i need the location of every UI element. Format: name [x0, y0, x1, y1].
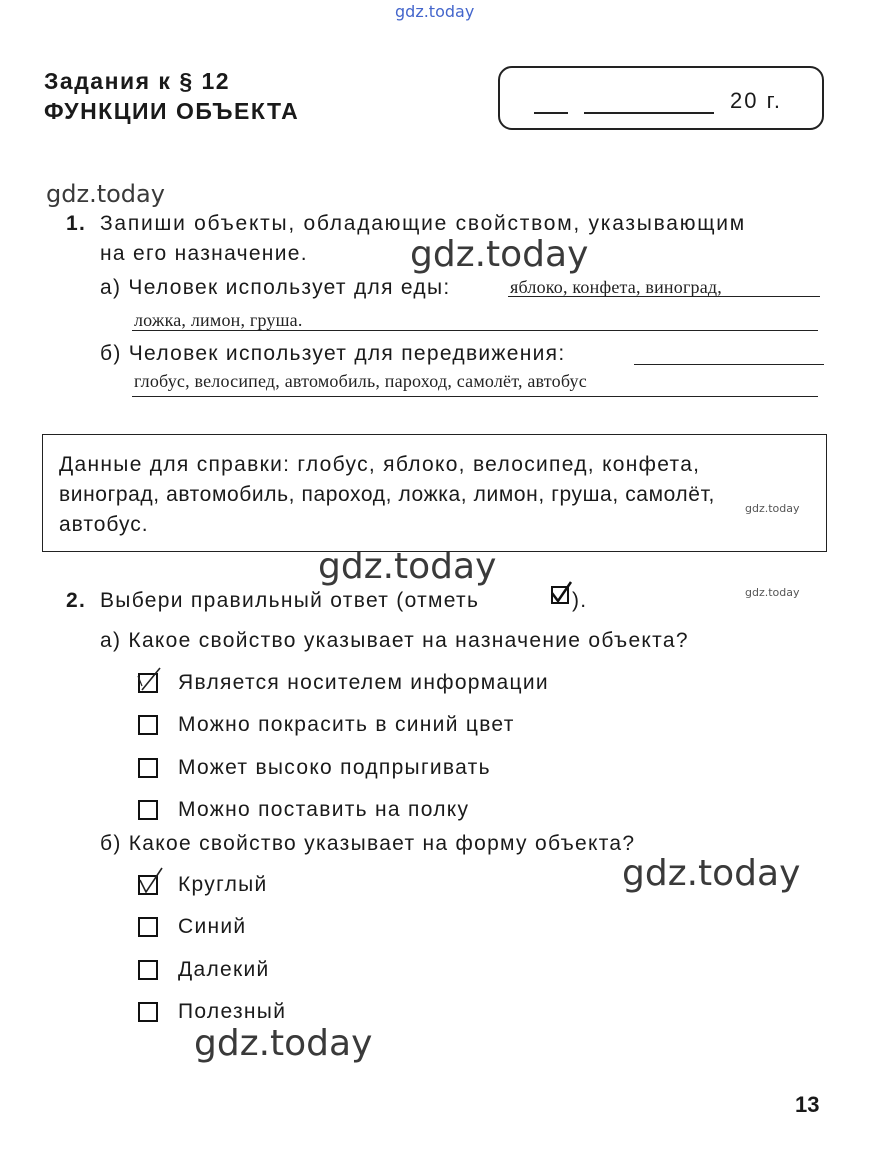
option-checkbox[interactable] — [138, 960, 158, 980]
watermark: gdz.today — [410, 234, 589, 275]
sample-checkbox-icon — [551, 586, 569, 604]
option-label: Можно покрасить в синий цвет — [178, 713, 515, 736]
option-checkbox[interactable] — [138, 800, 158, 820]
section-title: Задания к § 12 — [44, 68, 231, 94]
date-day-blank — [534, 112, 568, 114]
option-checkbox[interactable] — [138, 917, 158, 937]
reference-text: Данные для справки: глобус, яблоко, велосипед, конфета, — [59, 453, 701, 476]
option-label: Можно поставить на полку — [178, 798, 470, 821]
task1b-label: б) Человек использует для передвижения: — [100, 342, 566, 365]
task1a-answer: ложка, лимон, груша. — [134, 310, 303, 330]
page-number: 13 — [795, 1092, 820, 1117]
section-subtitle: ФУНКЦИИ ОБЪЕКТА — [44, 98, 300, 124]
date-month-blank — [584, 112, 714, 114]
task2-prompt-close: ). — [572, 589, 588, 612]
watermark: gdz.today — [745, 586, 800, 599]
task1-number: 1. — [66, 212, 87, 235]
task1-prompt: Запиши объекты, обладающие свойством, указывающим — [100, 212, 746, 235]
reference-text: виноград, автомобиль, пароход, ложка, лимон, груша, самолёт, — [59, 483, 715, 506]
task1b-answer: глобус, велосипед, автомобиль, пароход, самолёт, автобус — [134, 371, 587, 391]
option-checkbox[interactable] — [138, 875, 158, 895]
task1-prompt: на его назначение. — [100, 242, 308, 265]
watermark: gdz.today — [46, 180, 165, 208]
reference-box — [42, 434, 827, 552]
task2b-question: б) Какое свойство указывает на форму объекта? — [100, 832, 636, 855]
date-box — [498, 66, 824, 130]
reference-text: автобус. — [59, 513, 149, 536]
watermark: gdz.today — [745, 502, 800, 515]
task2a-question: а) Какое свойство указывает на назначение объекта? — [100, 629, 689, 652]
answer-line — [132, 396, 818, 397]
option-label: Синий — [178, 915, 247, 938]
option-label: Может высоко подпрыгивать — [178, 756, 491, 779]
answer-line — [634, 364, 824, 365]
task1a-answer: яблоко, конфета, виноград, — [510, 277, 722, 297]
watermark: gdz.today — [194, 1023, 373, 1064]
option-label: Полезный — [178, 1000, 287, 1023]
task2-prompt: Выбери правильный ответ (отметь — [100, 589, 480, 612]
date-year: 20 г. — [730, 88, 783, 113]
watermark-top: gdz.today — [395, 2, 475, 21]
option-label: Является носителем информации — [178, 671, 549, 694]
option-label: Круглый — [178, 873, 268, 896]
option-checkbox[interactable] — [138, 715, 158, 735]
option-checkbox[interactable] — [138, 673, 158, 693]
option-label: Далекий — [178, 958, 270, 981]
option-checkbox[interactable] — [138, 758, 158, 778]
watermark: gdz.today — [622, 853, 801, 894]
task1a-label: а) Человек использует для еды: — [100, 276, 451, 299]
option-checkbox[interactable] — [138, 1002, 158, 1022]
watermark: gdz.today — [318, 546, 497, 587]
task2-number: 2. — [66, 589, 87, 612]
